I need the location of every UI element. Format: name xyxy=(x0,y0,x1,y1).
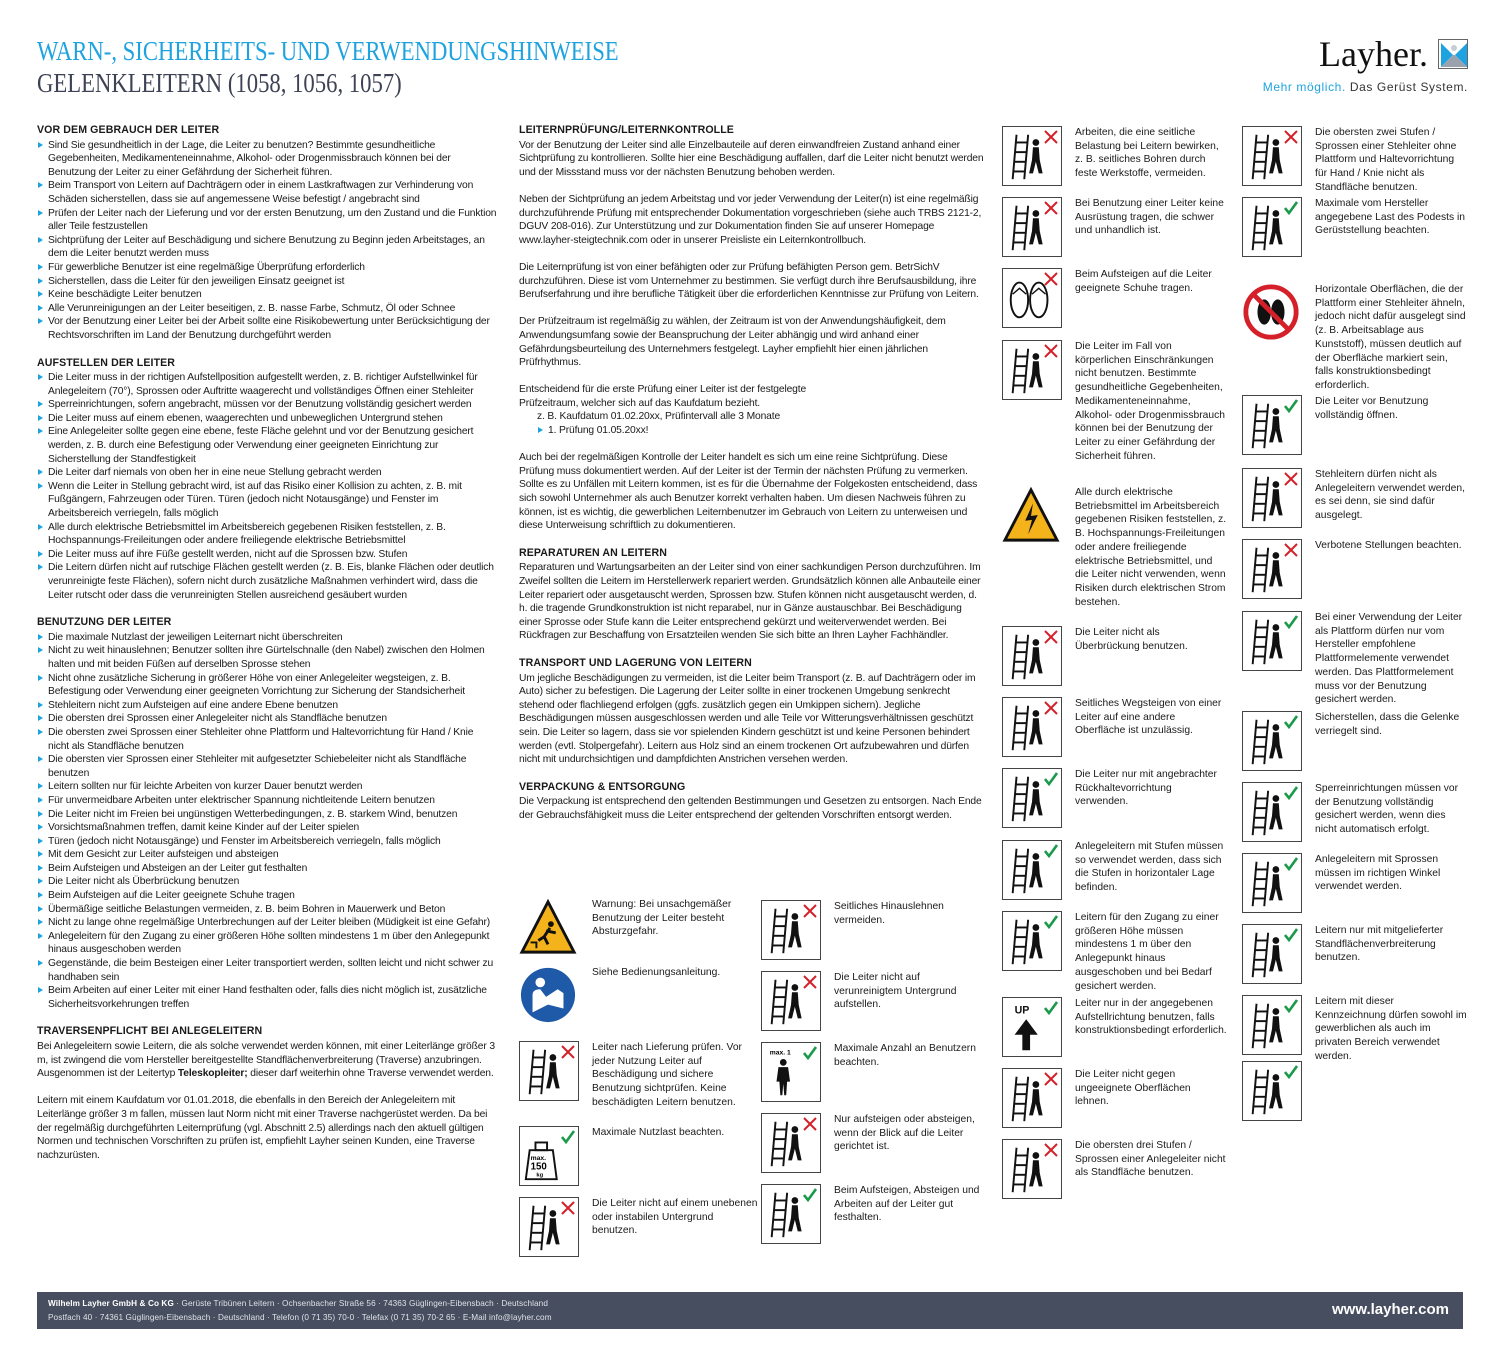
pictogram-caption: Warnung: Bei unsachgemäßer Benutzung der Leiter besteht Absturzgefahr. xyxy=(592,899,732,938)
website-link[interactable]: www.layher.com xyxy=(1332,1301,1449,1318)
section-transport xyxy=(519,657,984,767)
section-traverse xyxy=(37,1025,497,1162)
pictogram-caption: Die Leiter nicht auf einem unebenen oder instabilen Untergrund benutzen. xyxy=(592,1198,758,1237)
text: dieser darf weiterhin ohne Traverse verwendet werden. xyxy=(247,1068,494,1080)
pictogram-ladder-bridge xyxy=(1002,626,1227,686)
bullet-item: Wenn die Leiter in Stellung gebracht wird, ist auf das Risiko einer Kollision zu achten, z. B. mit Fußgängern, Fahrzeugen oder Türen. Türen (jedoch nicht Notausgänge) und Fenster im Arbeitsbereich verriegeln, falls möglich xyxy=(37,480,497,521)
platform-max-load-icon xyxy=(1242,197,1302,257)
pictogram-drugs-alcohol xyxy=(1002,340,1227,463)
pictogram-caption xyxy=(1302,1061,1315,1121)
unsuitable-surface-icon xyxy=(1002,1068,1062,1128)
text: Bei Anlegeleitern sowie Leitern, die als solche verwendet werden können, mit einer Leiterlänge größer 3 m, ist zwingend die vom Hersteller bereitgestellte Standflächenverbreiterung (Traverse) anzubringen. Ausgenommen ist der Leitertyp xyxy=(37,1041,495,1080)
slogan-dark: Das Gerüst System. xyxy=(1349,80,1468,94)
pictogram-fall-hazard-warning xyxy=(519,898,759,958)
ladder-bridge-icon xyxy=(1002,626,1062,686)
section-usage xyxy=(37,616,497,1011)
layher-logo-mark-icon xyxy=(1438,39,1468,69)
section-heading: VERPACKUNG & ENTSORGUNG xyxy=(519,780,686,793)
pictogram-caption: Bei einer Verwendung der Leiter als Plattform dürfen nur vom Hersteller empfohlene Plattformelemente verwendet werden. Das Plattformelement muss vor der Benutzung gesichert werden. xyxy=(1315,612,1463,706)
section-heading: LEITERNPRÜFUNG/LEITERNKONTROLLE xyxy=(519,124,734,136)
no-stepping-icon xyxy=(1242,283,1302,343)
prohibited-x-icon xyxy=(803,904,817,918)
pictogram-caption: Seitliches Wegsteigen von einer Leiter auf eine andere Oberfläche ist unzulässig. xyxy=(1075,698,1222,737)
bullet-item: Für unvermeidbare Arbeiten unter elektrischer Spannung nichtleitende Leitern benutzen xyxy=(37,794,497,808)
bullet-item: Türen (jedoch nicht Notausgänge) und Fenster im Arbeitsbereich verriegeln, falls möglich xyxy=(37,835,497,849)
address: · Gerüste Tribünen Leitern · Ochsenbacher Straße 56 · 74363 Güglingen-Eibensbach · Deutschland xyxy=(173,1299,548,1308)
pictogram-commercial-use xyxy=(1242,995,1467,1064)
pictogram-caption: Maximale vom Hersteller angegebene Last des Podests in Gerüststellung beachten. xyxy=(1315,198,1465,237)
svg-text:UP: UP xyxy=(1014,1004,1030,1017)
bullet-item: Beim Aufsteigen auf die Leiter geeignete Schuhe tragen xyxy=(37,889,497,903)
example-line: z. B. Kaufdatum 01.02.20xx, Prüfintervall alle 3 Monate xyxy=(537,411,781,423)
approved-check-icon xyxy=(803,1188,817,1202)
pictogram-caption: Sperreinrichtungen müssen vor der Benutzung vollständig gesichert werden, wenn dies nicht automatisch erfolgt. xyxy=(1315,783,1459,836)
stepladder-leaning-icon xyxy=(1242,468,1302,528)
bullet-item: Alle Verunreinigungen an der Leiter beseitigen, z. B. nasse Farbe, Schmutz, Öl oder Schnee xyxy=(37,302,497,316)
bullet-item: Stehleitern nicht zum Aufsteigen auf eine andere Ebene benutzen xyxy=(37,699,497,713)
bullet-item: Sicherstellen, dass die Leiter für den jeweiligen Einsatz geeignet ist xyxy=(37,275,497,289)
pictogram-step-off-sideways xyxy=(1002,697,1227,757)
pictogram-extend-1m xyxy=(1002,911,1227,993)
section-inspection xyxy=(519,124,984,533)
pictogram-caption: Leiter nach Lieferung prüfen. Vor jeder Nutzung Leiter auf Beschädigung und sichere Benutzung sichtprüfen. Keine beschädigten Leitern benutzen. xyxy=(592,1042,742,1108)
pictogram-caption: Verbotene Stellungen beachten. xyxy=(1315,540,1462,551)
contaminated-ground-icon xyxy=(761,971,821,1031)
face-away-climbing-icon xyxy=(761,1113,821,1173)
bullet-item: Die Leiter nicht im Freien bei ungünstigen Wetterbedingungen, z. B. starkem Wind, benutzen xyxy=(37,808,497,822)
paragraph: Um jegliche Beschädigungen zu vermeiden, ist die Leiter beim Transport (z. B. auf Dachträgern oder im Auto) sicher zu befestigen. Die Lagerung der Leiter sollte in einer trockenen Umgebung senkrecht stehend oder flachliegend erfolgen (ggfs. zusätzlich gegen ein Umkippen sichern). Jegliche Beschädigungen müssen ausgeschlossen werden und alle Teile vor Witterungsverhältnissen geschützt sein. Die Leiter so lagern, dass sie vor spielenden Kindern geschützt ist und keine Personen behindert werden (evtl. Stolpergefahr). Leitern aus Holz sind an einem trockenen Ort aufzubewahren und dürfen nicht mit undurchsichtigen und dampfdichten Anstrichen versehen werden. xyxy=(519,672,976,766)
pictogram-caption: Leitern mit dieser Kennzeichnung dürfen sowohl im gewerblichen als auch im privaten Bereich verwendet werden. xyxy=(1315,996,1467,1062)
prohibited-x-icon xyxy=(1044,701,1058,715)
bullet-item: Die Leiter nicht als Überbrückung benutzen xyxy=(37,875,497,889)
top-three-rungs-icon xyxy=(1002,1139,1062,1199)
paragraph: Die Leiternprüfung ist von einer befähigten oder zur Prüfung befähigten Person gem. BetrSichV durchzuführen. Diese ist vom Unternehmer zu bestimmen. Sie verfügt durch ihre Berufsausbildung, ihre Berufserfahrung und ihre berufliche Tätigkeit über die erforderlichen Kenntnisse zur Prüfung von Leitern. xyxy=(519,261,979,301)
footer xyxy=(37,1292,1463,1329)
pictogram-side-drilling xyxy=(1002,126,1227,186)
bullet-item: Die Leiter darf niemals von oben her in eine neue Stellung gebracht werden xyxy=(37,466,497,480)
section-heading: VOR DEM GEBRAUCH DER LEITER xyxy=(37,124,220,136)
middle-text-column xyxy=(519,124,984,837)
bullet-list xyxy=(37,631,497,1012)
leaning-sideways-icon xyxy=(761,900,821,960)
pictogram-stepladder-leaning xyxy=(1242,468,1467,528)
section-repairs xyxy=(519,547,984,643)
approved-check-icon xyxy=(1284,1065,1298,1079)
pictogram-top-three-rungs xyxy=(1002,1139,1227,1199)
layher-logo xyxy=(1263,34,1468,94)
pictogram-hold-on-climbing xyxy=(761,1184,986,1244)
pictogram-caption: Die Leiter nicht gegen ungeeignete Oberflächen lehnen. xyxy=(1075,1069,1191,1108)
bullet-item: Die Leitern dürfen nicht auf rutschige Flächen gestellt werden (z. B. Eis, blanke Flächen oder deutlich verunreinigte feste Flächen), sofern nicht durch zusätzliche Maßnahmen verhindert wird, dass die Leiter rutscht oder dass die verunreinigten Stellen ausreichend gesäubert wurden xyxy=(37,561,497,602)
correct-angle-icon xyxy=(1242,853,1302,913)
bullet-item: Beim Transport von Leitern auf Dachträgern oder in einem Lastkraftwagen zur Verhinderung von Schäden sicherstellen, dass sie auf angemessene Weise befestigt / angebracht sind xyxy=(37,179,497,206)
bullet-list xyxy=(37,139,497,343)
pictogram-caption: Maximale Anzahl an Benutzern beachten. xyxy=(834,1043,976,1068)
pictogram-joint-lock xyxy=(1242,711,1467,771)
page-subtitle: GELENKLEITERN (1058, 1056, 1057) xyxy=(37,68,402,98)
step-off-sideways-icon xyxy=(1002,697,1062,757)
approved-check-icon xyxy=(1044,915,1058,929)
section-packaging xyxy=(519,781,984,823)
bullet-item: Keine beschädigte Leiter benutzen xyxy=(37,288,497,302)
bold-text: Teleskopleiter; xyxy=(177,1068,248,1080)
bullet-list xyxy=(37,371,497,602)
bullet-item: Vor der Benutzung einer Leiter bei der Arbeit sollte eine Risikobewertung unter Berücksichtigung der Rechtsvorschriften im Land der Benutzung durchgeführt werden xyxy=(37,315,497,342)
approved-check-icon xyxy=(1284,999,1298,1013)
pictogram-caption: Sicherstellen, dass die Gelenke verriegelt sind. xyxy=(1315,712,1460,737)
approved-check-icon xyxy=(803,1046,817,1060)
bullet-item: Mit dem Gesicht zur Leiter aufsteigen und absteigen xyxy=(37,848,497,862)
uneven-ground-ladder-icon xyxy=(519,1197,579,1257)
bullet-item: Alle durch elektrische Betriebsmittel im Arbeitsbereich gegebenen Risiken feststellen, z. B. Hochspannungs-Freileitungen oder andere freiliegende elektrische Betriebsmittel xyxy=(37,521,497,548)
bullet-item: Die Leiter muss auf einem ebenen, waagerechten und unbeweglichen Untergrund stehen xyxy=(37,412,497,426)
brand-wordmark: Layher. xyxy=(1319,34,1428,74)
approved-check-icon xyxy=(1284,857,1298,871)
prohibited-x-icon xyxy=(1044,1143,1058,1157)
commercial-use-icon xyxy=(1242,995,1302,1055)
bullet-item: Eine Anlegeleiter sollte gegen eine ebene, feste Fläche gelehnt und vor der Benutzung gesichert werden, z. B. durch eine Befestigung oder Verwendung einer geeigneten Einrichtung zur Sicherstellung der Standfestigkeit xyxy=(37,425,497,466)
pictogram-caption: Leitern nur mit mitgelieferter Standflächenverbreiterung benutzen. xyxy=(1315,925,1444,964)
example-intro xyxy=(519,383,984,437)
bullet-item: Sperreinrichtungen, sofern angebracht, müssen vor der Benutzung vollständig gesichert werden xyxy=(37,398,497,412)
pictogram-caption: Leitern für den Zugang zu einer größeren Höhe müssen mindestens 1 m über den Anlegepunkt hinaus ausgeschoben und bei Bedarf gesichert werden. xyxy=(1075,912,1219,992)
bullet-item: Sichtprüfung der Leiter auf Beschädigung und sichere Benutzung zu Beginn jeden Arbeitstages, an dem die Leiter benutzt werden muss xyxy=(37,234,497,261)
fully-open-icon xyxy=(1242,395,1302,455)
paragraph: Die Verpackung ist entsprechend den geltenden Bestimmungen und Gesetzen zu entsorgen. Nach Ende der Gebrauchsfähigkeit muss die Leiter entsprechend der geltenden Vorschriften entsorgt werden. xyxy=(519,796,982,821)
paragraph: Auch bei der regelmäßigen Kontrolle der Leiter handelt es sich um eine reine Sichtprüfung. Diese Prüfung muss dokumentiert werden. Auf der Leiter ist der Termin der nächsten Prüfung zu vermerken. Sollte es zu Unfällen mit Leitern kommen, ist es für die Übernahme der Folgekosten entscheidend, dass sich sowohl Unternehmer als auch Benutzer korrekt verhalten haben. Um diesen Nachweis führen zu können, ist es wichtig, die gewerblichen Leiternbenutzer im Gebrauch von Leitern zu unterweisen und diese Unterweisung schriftlich zu dokumentieren. xyxy=(519,452,978,532)
prohibited-x-icon xyxy=(1044,130,1058,144)
pictogram-stabilizer-bar xyxy=(1242,924,1467,984)
pictogram-platform-element xyxy=(1242,611,1467,707)
footer-address-line-1 xyxy=(48,1299,548,1308)
pictogram-caption: Die obersten zwei Stufen / Sprossen einer Stehleiter ohne Plattform und Haltevorrichtung für Hand / Knie nicht als Standfläche benutzen. xyxy=(1315,127,1457,193)
private-use-icon xyxy=(1242,1061,1302,1121)
svg-text:150: 150 xyxy=(530,1161,547,1173)
prohibited-x-icon xyxy=(561,1045,575,1059)
approved-check-icon xyxy=(1044,844,1058,858)
pictogram-locking-device xyxy=(1242,782,1467,842)
pictogram-leaning-sideways xyxy=(761,900,986,960)
bullet-item: Gegenstände, die beim Besteigen einer Leiter transportiert werden, sollten leicht und nicht schwer zu handhaben sein xyxy=(37,957,497,984)
pictogram-caption: Die obersten drei Stufen / Sprossen einer Anlegeleiter nicht als Standfläche benutzen. xyxy=(1075,1140,1226,1179)
joint-lock-icon xyxy=(1242,711,1302,771)
pictogram-max-load-weight xyxy=(519,1126,759,1186)
bullet-item: Die Leiter muss auf ihre Füße gestellt werden, nicht auf die Sprossen bzw. Stufen xyxy=(37,548,497,562)
prohibited-x-icon xyxy=(1044,344,1058,358)
side-drilling-icon xyxy=(1002,126,1062,186)
prohibited-x-icon xyxy=(561,1201,575,1215)
max-one-person-icon xyxy=(761,1042,821,1102)
prohibited-x-icon xyxy=(1044,272,1058,286)
electrical-hazard-icon xyxy=(1002,486,1062,546)
pictogram-flip-flops xyxy=(1002,268,1227,328)
flip-flops-icon xyxy=(1002,268,1062,328)
paragraph: Leitern mit einem Kaufdatum vor 01.01.2018, die ebenfalls in den Bereich der Anlegeleitern mit Leiterlänge größer 3 m fallen, müssen laut Norm nicht mit einer Traverse nachgerüstet werden. Da bei der regelmäßig durchgeführten Leiternprüfung (vgl. Abschnitt 2.5) allerdings nach den aktuell gültigen Normen und technischen Vorschriften zu prüfen ist, empfiehlt Layher seinen Kunden, eine Traverse nachzurüsten. xyxy=(37,1095,488,1161)
section-before-use xyxy=(37,124,497,343)
pictogram-read-manual xyxy=(519,966,759,1026)
bullet-item: Die obersten drei Sprossen einer Anlegeleiter nicht als Standfläche benutzen xyxy=(37,712,497,726)
pictogram-electrical-hazard xyxy=(1002,486,1227,609)
extend-1m-icon xyxy=(1002,911,1062,971)
pictogram-heavy-equipment xyxy=(1002,197,1227,257)
pictogram-max-one-person xyxy=(761,1042,986,1102)
approved-check-icon xyxy=(1284,786,1298,800)
pictogram-level-steps xyxy=(1002,840,1227,900)
approved-check-icon xyxy=(1284,715,1298,729)
prohibited-x-icon xyxy=(1284,472,1298,486)
text: Entscheidend für die erste Prüfung einer Leiter ist der festgelegte xyxy=(519,384,807,396)
bullet-item: Die obersten zwei Sprossen einer Stehleiter ohne Plattform und Haltevorrichtung für Hand / Knie nicht als Standfläche benutzen xyxy=(37,726,497,753)
read-manual-icon xyxy=(519,966,579,1026)
platform-element-icon xyxy=(1242,611,1302,671)
locking-device-icon xyxy=(1242,782,1302,842)
prohibited-x-icon xyxy=(1284,543,1298,557)
approved-check-icon xyxy=(561,1130,575,1144)
svg-text:max.: max. xyxy=(530,1154,547,1162)
pictogram-up-arrow xyxy=(1002,997,1227,1057)
paragraph xyxy=(37,1040,497,1081)
slogan-blue: Mehr möglich. xyxy=(1262,80,1346,94)
bullet-item: Nicht zu weit hinauslehnen; Benutzer sollten ihre Gürtelschnalle (den Nabel) zwischen den Holmen halten und mit beiden Füßen auf derselben Sprosse stehen xyxy=(37,644,497,671)
pictogram-private-use xyxy=(1242,1061,1467,1121)
approved-check-icon xyxy=(1284,615,1298,629)
text: Prüfzeitraum, welcher sich auf das Kaufdatum bezieht. xyxy=(519,397,761,409)
level-steps-icon xyxy=(1002,840,1062,900)
prohibited-x-icon xyxy=(1044,1072,1058,1086)
example-result: 1. Prüfung 01.05.20xx! xyxy=(519,424,984,438)
bullet-item: Nicht zu lange ohne regelmäßige Unterbrechungen auf der Leiter bleiben (Müdigkeit ist eine Gefahr) xyxy=(37,916,497,930)
pictogram-caption: Die Leiter nicht als Überbrückung benutzen. xyxy=(1075,627,1188,652)
pictogram-contaminated-ground xyxy=(761,971,986,1031)
pictogram-caption: Leiter nur in der angegebenen Aufstellrichtung benutzen, falls konstruktionsbedingt erforderlich. xyxy=(1075,998,1227,1037)
paragraph: Der Prüfzeitraum ist regelmäßig zu wählen, der Zeitraum ist von der Anwendungshäufigkeit, dem Anwendungsumfang sowie der Beanspruchung der Leiter abhängig und wird anhand einer Gefährdungsbeurteilung des Unternehmers festgelegt. Layher empfiehlt hier einen jährlichen Prüfrhythmus. xyxy=(519,316,946,369)
drugs-alcohol-icon xyxy=(1002,340,1062,400)
pictogram-caption: Die Leiter im Fall von körperlichen Einschränkungen nicht benutzen. Bestimmte gesundheitliche Gegebenheiten, Medikamenteneinnahme, Alkohol- oder Drogenmissbrauch können bei der Benutzung der Leiter zu einer Gefährdung der Sicherheit führen. xyxy=(1075,341,1225,462)
bullet-item: Die Leiter muss in der richtigen Aufstellposition aufgestellt werden, z. B. richtiger Aufstellwinkel für Anlegeleitern (70°), Sprossen oder Auftritte waagerecht und vollständiges Öffnen einer Stehleiter xyxy=(37,371,497,398)
pictogram-forbidden-position xyxy=(1242,539,1467,599)
paragraph: Vor der Benutzung der Leiter sind alle Einzelbauteile auf deren einwandfreien Zustand anhand einer Sichtprüfung zu kontrollieren. Sollte hier eine Beschädigung auffallen, darf die Leiter nicht benutzt werden und der Missstand muss vor der nächsten Benutzung behoben werden. xyxy=(519,139,984,178)
pictogram-caption: Maximale Nutzlast beachten. xyxy=(592,1127,725,1138)
pictogram-caption: Die Leiter nur mit angebrachter Rückhaltevorrichtung verwenden. xyxy=(1075,769,1217,808)
damaged-ladder-icon xyxy=(519,1041,579,1101)
stabilizer-bar-icon xyxy=(1242,924,1302,984)
pictogram-uneven-ground-ladder xyxy=(519,1197,759,1257)
pictogram-caption: Alle durch elektrische Betriebsmittel im Arbeitsbereich gegebenen Risiken feststellen, z. B. Hochspannungs-Freileitungen oder andere freiliegende elektrische Betriebsmittel, und die Leiter nicht verwenden, wenn Risiken durch elektrischen Strom bestehen. xyxy=(1075,487,1227,608)
slogan xyxy=(1263,80,1468,94)
prohibited-x-icon xyxy=(1284,130,1298,144)
heavy-equipment-icon xyxy=(1002,197,1062,257)
footer-address-line-2: Postfach 40 · 74361 Güglingen-Eibensbach · Deutschland · Telefon (0 71 35) 70-0 · Telefax (0 71 35) 70-2 65 · E-Mail info@layher.com xyxy=(48,1313,552,1322)
max-load-weight-icon xyxy=(519,1126,579,1186)
prohibited-x-icon xyxy=(803,1117,817,1131)
pictogram-caption: Die Leiter nicht auf verunreinigtem Untergrund aufstellen. xyxy=(834,972,957,1011)
pictogram-face-away-climbing xyxy=(761,1113,986,1173)
pictogram-caption: Horizontale Oberflächen, die der Plattform einer Stehleiter ähneln, jedoch nicht dafür ausgelegt sind (z. B. Arbeitsablage aus Kunststoff), müssen deutlich auf der Oberfläche markiert sein, falls konstruktionsbedingt erforderlich. xyxy=(1315,284,1466,391)
pictogram-caption: Bei Benutzung einer Leiter keine Ausrüstung tragen, die schwer und unhandlich ist. xyxy=(1075,198,1224,237)
company-name: Wilhelm Layher GmbH & Co KG xyxy=(48,1299,174,1308)
paragraph: Reparaturen und Wartungsarbeiten an der Leiter sind von einer sachkundigen Person durchzuführen. Im Zweifel sollten die Leitern im Herstellerwerk repariert werden. Grundsätzlich können alle Anbauteile einer Leiter repariert oder ausgetauscht werden, Sprossen bzw. Stufen können nicht ausgetauscht werden, d. h. die tragende Grundkonstruktion ist nicht reparabel, nur in Gänze austauschbar. Bei Beschädigung einer Sprosse oder Stufe kann die Leiter entsprechend gekürzt und weiterverwendet werden. Bei Rückfragen zur Beschaffung von Ersatzteilen wenden Sie sich bitte an Ihren Layher Fachhändler. xyxy=(519,562,981,642)
pictogram-no-stepping xyxy=(1242,283,1467,393)
bullet-item: Vorsichtsmaßnahmen treffen, damit keine Kinder auf der Leiter spielen xyxy=(37,821,497,835)
prohibited-x-icon xyxy=(803,975,817,989)
pictogram-damaged-ladder xyxy=(519,1041,759,1110)
pictogram-platform-max-load xyxy=(1242,197,1467,257)
hold-on-climbing-icon xyxy=(761,1184,821,1244)
section-setup xyxy=(37,357,497,603)
approved-check-icon xyxy=(1044,1001,1058,1015)
bullet-item: Leitern sollten nur für leichte Arbeiten von kurzer Dauer benutzt werden xyxy=(37,780,497,794)
approved-check-icon xyxy=(1284,928,1298,942)
left-text-column xyxy=(37,124,497,1176)
pictogram-top-two-steps xyxy=(1242,126,1467,195)
bullet-item: Nicht ohne zusätzliche Sicherung in größerer Höhe von einer Anlegeleiter wegsteigen, z. B. Befestigung oder Verwendung einer geeigneten Vorrichtung zur Sicherung der Standsicherheit xyxy=(37,672,497,699)
bullet-item: Die obersten vier Sprossen einer Stehleiter mit aufgesetzter Schiebeleiter nicht als Standfläche benutzen xyxy=(37,753,497,780)
pictogram-fully-open xyxy=(1242,395,1467,455)
forbidden-position-icon xyxy=(1242,539,1302,599)
pictogram-caption: Nur aufsteigen oder absteigen, wenn der Blick auf die Leiter gerichtet ist. xyxy=(834,1114,975,1153)
pictogram-caption: Die Leiter vor Benutzung vollständig öffnen. xyxy=(1315,396,1429,421)
pictogram-restraint-device xyxy=(1002,768,1227,828)
brand-name xyxy=(1319,34,1428,74)
pictogram-caption: Arbeiten, die eine seitliche Belastung bei Leitern bewirken, z. B. seitliches Bohren durch feste Werkstoffe, vermeiden. xyxy=(1075,127,1219,180)
pictogram-caption: Beim Aufsteigen, Absteigen und Arbeiten auf der Leiter gut festhalten. xyxy=(834,1185,980,1224)
prohibited-x-icon xyxy=(1044,630,1058,644)
bullet-item: Die maximale Nutzlast der jeweiligen Leiternart nicht überschreiten xyxy=(37,631,497,645)
bullet-item: Übermäßige seitliche Belastungen vermeiden, z. B. beim Bohren in Mauerwerk und Beton xyxy=(37,903,497,917)
pictogram-unsuitable-surface xyxy=(1002,1068,1227,1128)
bullet-item: Beim Arbeiten auf einer Leiter mit einer Hand festhalten oder, falls dies nicht möglich ist, zusätzliche Sicherheitsvorkehrungen treffen xyxy=(37,984,497,1011)
up-arrow-icon xyxy=(1002,997,1062,1057)
pictogram-caption: Stehleitern dürfen nicht als Anlegeleitern verwendet werden, es sei denn, sie sind dafür ausgelegt. xyxy=(1315,469,1465,522)
bullet-item: Anlegeleitern für den Zugang zu einer größeren Höhe sollten mindestens 1 m über den Anlegepunkt hinaus ausgeschoben werden xyxy=(37,930,497,957)
pictogram-caption: Anlegeleitern mit Sprossen müssen im richtigen Winkel verwendet werden. xyxy=(1315,854,1441,893)
pictogram-correct-angle xyxy=(1242,853,1467,913)
pictogram-caption: Beim Aufsteigen auf die Leiter geeignete Schuhe tragen. xyxy=(1075,269,1212,294)
section-heading: TRANSPORT UND LAGERUNG VON LEITERN xyxy=(519,656,752,669)
section-heading: TRAVERSENPFLICHT BEI ANLEGELEITERN xyxy=(37,1025,263,1038)
section-heading: REPARATUREN AN LEITERN xyxy=(519,546,667,559)
bullet-item: Für gewerbliche Benutzer ist eine regelmäßige Überprüfung erforderlich xyxy=(37,261,497,275)
top-two-steps-icon xyxy=(1242,126,1302,186)
pictogram-caption: Siehe Bedienungsanleitung. xyxy=(592,967,721,978)
pictogram-caption: Anlegeleitern mit Stufen müssen so verwendet werden, dass sich die Stufen in horizontaler Lage befinden. xyxy=(1075,841,1224,894)
section-heading: BENUTZUNG DER LEITER xyxy=(37,616,172,629)
document-header xyxy=(37,36,729,98)
prohibited-x-icon xyxy=(1044,201,1058,215)
bullet-item: Prüfen der Leiter nach der Lieferung und vor der ersten Benutzung, um den Zustand und die Funktion aller Teile festzustellen xyxy=(37,207,497,234)
paragraph: Neben der Sichtprüfung an jedem Arbeitstag und vor jeder Verwendung der Leiter(n) ist eine regelmäßig durchzuführende Prüfung mit entsprechender Dokumentation vorgeschrieben (siehe auch TRBS 2121-2, DGUV 208-016). Zur Unterstützung und zur Dokumentation finden Sie auf unserer Homepage www.layher-steigtechnik.com oder in unserer Preisliste ein Leiternkontrollbuch. xyxy=(519,193,982,246)
fall-hazard-warning-icon xyxy=(519,898,579,958)
restraint-device-icon xyxy=(1002,768,1062,828)
section-heading: AUFSTELLEN DER LEITER xyxy=(37,356,176,369)
page-title: WARN-, SICHERHEITS- UND VERWENDUNGSHINWEISE xyxy=(37,36,619,66)
svg-text:kg: kg xyxy=(536,1172,544,1179)
pictogram-caption: Seitliches Hinauslehnen vermeiden. xyxy=(834,901,944,926)
approved-check-icon xyxy=(1044,772,1058,786)
bullet-item: Sind Sie gesundheitlich in der Lage, die Leiter zu benutzen? Bestimmte gesundheitliche Gegebenheiten, Medikamenteneinnahme, Alkohol- oder Drogenmissbrauch können bei der Benutzung der Leiter zu einer Gefährdung der Sicherheit führen. xyxy=(37,139,497,180)
approved-check-icon xyxy=(1284,399,1298,413)
svg-text:max. 1: max. 1 xyxy=(769,1049,791,1057)
approved-check-icon xyxy=(1284,201,1298,215)
bullet-item: Beim Aufsteigen und Absteigen an der Leiter gut festhalten xyxy=(37,862,497,876)
